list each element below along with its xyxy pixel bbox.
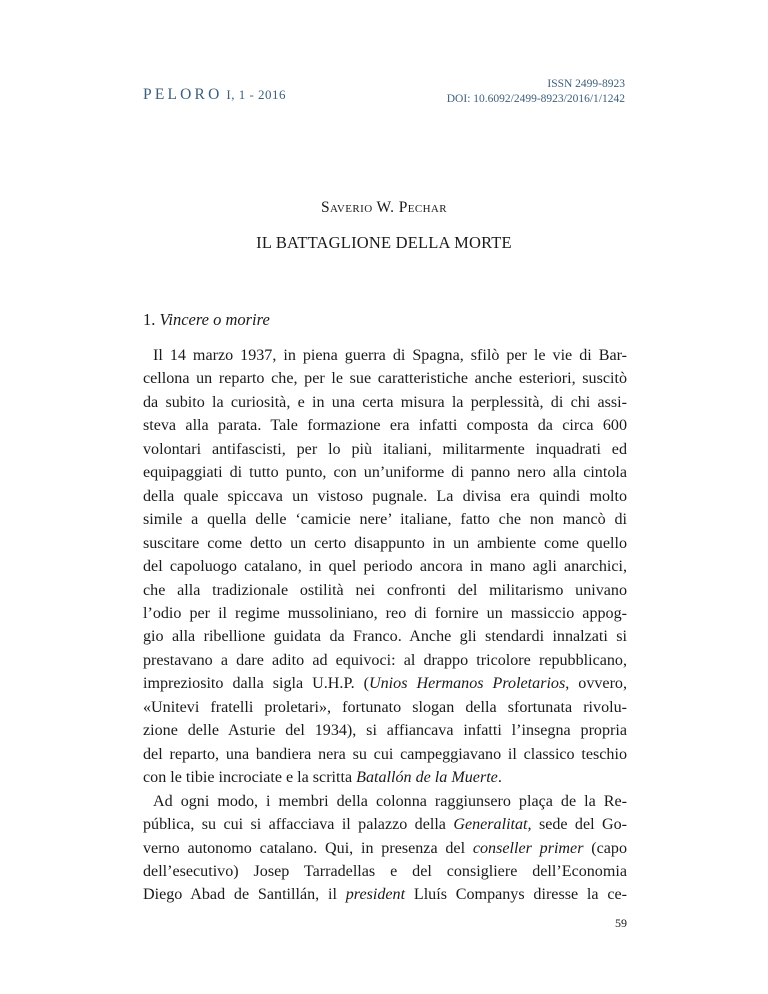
- text-line: [143, 438, 627, 461]
- section-number: 1.: [143, 310, 156, 329]
- text-segment: equipaggiati di tutto punto, con un’uniforme di panno nero alla cintola: [143, 464, 627, 482]
- text-line: [143, 672, 627, 695]
- italic-phrase: Generalitat,: [453, 816, 532, 834]
- text-line: [143, 602, 627, 625]
- text-segment: gio alla ribellione guidata da Franco. Anche gli stendardi innalzati si: [143, 628, 627, 646]
- doi: DOI: 10.6092/2499-8923/2016/1/1242: [446, 93, 625, 105]
- text-line: [143, 790, 627, 813]
- journal-issue: I, 1 - 2016: [226, 87, 287, 102]
- text-line: [143, 743, 627, 766]
- text-line: [143, 837, 627, 860]
- text-line: [143, 461, 627, 484]
- text-segment: cellona un reparto che, per le sue caratteristiche anche esteriori, suscitò: [143, 370, 627, 388]
- text-segment: steva alla parata. Tale formazione era infatti composta da circa 600: [143, 417, 627, 435]
- text-line: [143, 532, 627, 555]
- text-segment: pública, su cui si affacciava il palazzo della: [143, 816, 454, 834]
- text-segment: del capoluogo catalano, in quel periodo ancora in mano agli anarchici,: [143, 558, 627, 576]
- text-line: [143, 813, 627, 836]
- text-segment: «Unitevi fratelli proletari», fortunato slogan della sfortunata rivolu-: [143, 698, 627, 716]
- article-body: [143, 344, 627, 907]
- italic-phrase: Unios Hermanos Proletarios: [369, 675, 566, 693]
- article-author: Saverio W. Pechar: [320, 199, 447, 216]
- text-segment: , ovvero,: [565, 675, 627, 693]
- text-segment: (capo: [583, 839, 628, 857]
- text-line: [143, 860, 627, 883]
- text-line: [143, 766, 627, 789]
- journal-name: PELORO: [143, 86, 223, 103]
- text-segment: .: [497, 769, 502, 787]
- italic-phrase: president: [345, 886, 406, 904]
- text-segment: con le tibie incrociate e la scritta: [143, 769, 357, 787]
- text-line: [143, 649, 627, 672]
- text-segment: della quale spiccava un vistoso pugnale. La divisa era quindi molto: [143, 487, 627, 505]
- text-segment: Diego Abad de Santillán, il: [143, 886, 346, 904]
- text-segment: sede del Go-: [531, 816, 627, 834]
- text-segment: suscitare come detto un certo disappunto in un ambiente come quello: [143, 534, 627, 552]
- text-line: [143, 555, 627, 578]
- section-heading: [143, 310, 270, 330]
- text-line: [143, 485, 627, 508]
- text-segment: Lluís Companys diresse la ce-: [405, 886, 628, 904]
- page-number: 59: [615, 916, 627, 930]
- text-segment: simile a quella delle ‘camicie nere’ italiane, fatto che non mancò di: [143, 511, 627, 529]
- text-line: [143, 367, 627, 390]
- text-line: [143, 391, 627, 414]
- section-title: Vincere o morire: [159, 310, 270, 329]
- journal-header: [143, 86, 286, 104]
- text-line: [143, 696, 627, 719]
- text-segment: prestavano a dare adito ad equivoci: al drappo tricolore repubblicano,: [143, 651, 627, 669]
- text-segment: verno autonomo catalano. Qui, in presenza del: [143, 839, 473, 857]
- text-segment: Ad ogni modo, i membri della colonna raggiunsero plaça de la Re-: [153, 792, 627, 810]
- journal-identifiers: [447, 77, 625, 107]
- italic-phrase: Batallón de la Muerte: [356, 769, 498, 787]
- text-segment: del reparto, una bandiera nera su cui campeggiavano il classico teschio: [143, 745, 627, 763]
- text-segment: l’odio per il regime mussoliniano, reo di fornire un massiccio appog-: [143, 604, 627, 622]
- italic-phrase: conseller primer: [472, 839, 584, 857]
- text-segment: zione delle Asturie del 1934), si affiancava infatti l’insegna propria: [143, 722, 627, 740]
- text-segment: che alla tradizionale ostilità nei confronti del militarismo univano: [143, 581, 627, 599]
- text-segment: dell’esecutivo) Josep Tarradellas e del consigliere dell’Economia: [143, 862, 627, 880]
- text-line: [143, 579, 627, 602]
- text-segment: impreziosito dalla sigla U.H.P. (: [143, 675, 369, 693]
- text-line: [143, 344, 627, 367]
- article-title: IL BATTAGLIONE DELLA MORTE: [256, 233, 512, 252]
- text-segment: da subito la curiosità, e in una certa misura la perplessità, di chi assi-: [143, 393, 627, 411]
- text-line: [143, 625, 627, 648]
- text-line: [143, 719, 627, 742]
- text-line: [143, 883, 627, 906]
- text-segment: volontari antifascisti, per lo più italiani, militarmente inquadrati ed: [143, 440, 627, 458]
- text-line: [143, 508, 627, 531]
- issn: ISSN 2499-8923: [547, 78, 625, 90]
- text-segment: Il 14 marzo 1937, in piena guerra di Spagna, sfilò per le vie di Bar-: [153, 347, 627, 364]
- text-line: [143, 414, 627, 437]
